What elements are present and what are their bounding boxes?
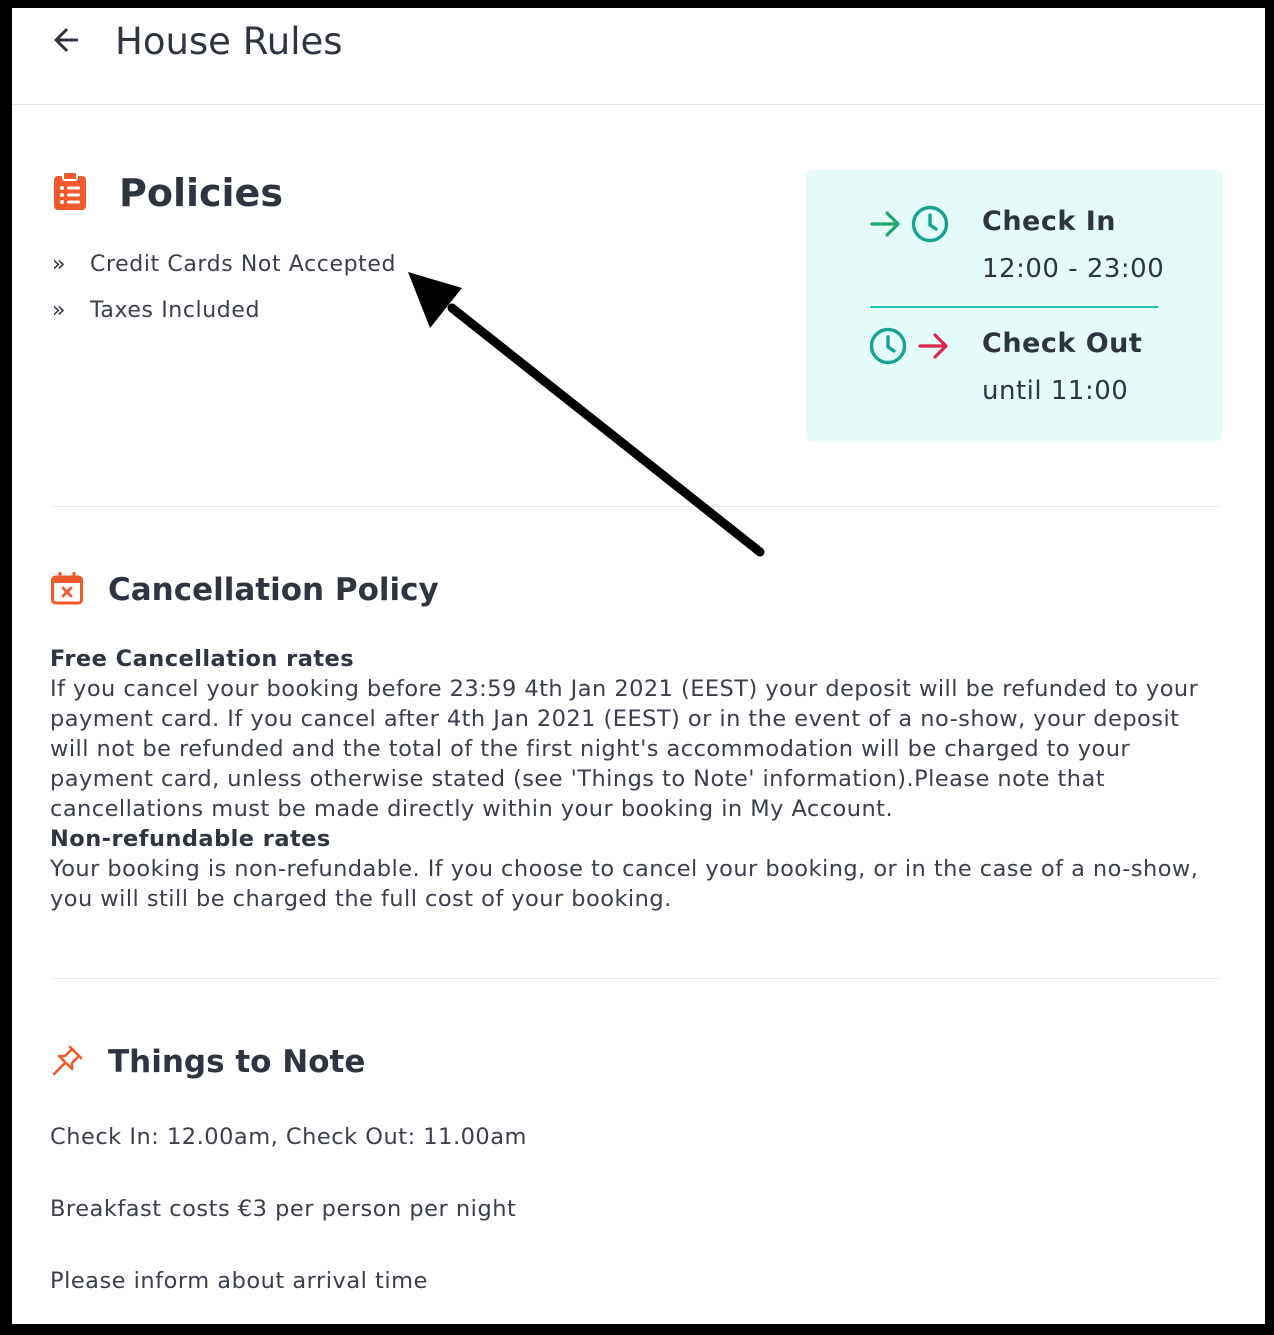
- double-chevron-right-icon: »: [52, 298, 67, 323]
- policy-item: [52, 252, 396, 277]
- arrow-right-icon: [868, 206, 904, 242]
- section-divider: [50, 506, 1222, 507]
- cancellation-body: [50, 644, 1222, 914]
- check-out-time: until 11:00: [982, 376, 1129, 406]
- note-item: Check In: 12.00am, Check Out: 11.00am: [50, 1124, 527, 1150]
- policy-item: [52, 298, 260, 323]
- divider: [870, 306, 1158, 308]
- free-cancellation-heading: Free Cancellation rates: [50, 646, 355, 672]
- cancellation-title: Cancellation Policy: [108, 572, 439, 608]
- note-item: Please inform about arrival time: [50, 1268, 428, 1294]
- clock-icon: [910, 204, 950, 244]
- note-item: Breakfast costs €3 per person per night: [50, 1196, 517, 1222]
- non-refundable-text: Your booking is non-refundable. If you choose to cancel your booking, or in the case of a no-show, you will still be charged the full cost of your booking.: [50, 856, 1199, 912]
- section-divider: [50, 978, 1222, 979]
- double-chevron-right-icon: »: [52, 252, 67, 277]
- page-title: House Rules: [115, 20, 343, 63]
- policy-item-label: Taxes Included: [90, 298, 261, 323]
- policy-item-label: Credit Cards Not Accepted: [90, 252, 397, 277]
- check-in-label: Check In: [982, 206, 1116, 237]
- free-cancellation-text: If you cancel your booking before 23:59 4th Jan 2021 (EEST) your deposit will be refunded to your payment card. If you cancel after 4th Jan 2021 (EEST) or in the event of a no-show, your deposit will not be refunded and the total of the first night's accommodation will be charged to your payment card, unless otherwise stated (see 'Things to Note' information).Please note that cancellations must be made directly within your booking in My Account.: [50, 676, 1199, 822]
- check-out-label: Check Out: [982, 328, 1143, 359]
- policies-title: Policies: [119, 171, 283, 215]
- app-window: [12, 8, 1265, 1324]
- app-bar: [12, 8, 1265, 105]
- check-in-time: 12:00 - 23:00: [982, 254, 1165, 284]
- clock-icon: [868, 326, 908, 366]
- back-button[interactable]: [42, 16, 90, 64]
- calendar-x-icon: [50, 572, 84, 606]
- arrow-left-icon: [48, 22, 84, 58]
- pushpin-icon: [50, 1044, 84, 1078]
- things-to-note-title: Things to Note: [108, 1044, 366, 1080]
- clipboard-list-icon: [52, 171, 88, 211]
- arrow-right-icon: [916, 328, 952, 364]
- non-refundable-heading: Non-refundable rates: [50, 826, 331, 852]
- check-times-card: [806, 170, 1222, 441]
